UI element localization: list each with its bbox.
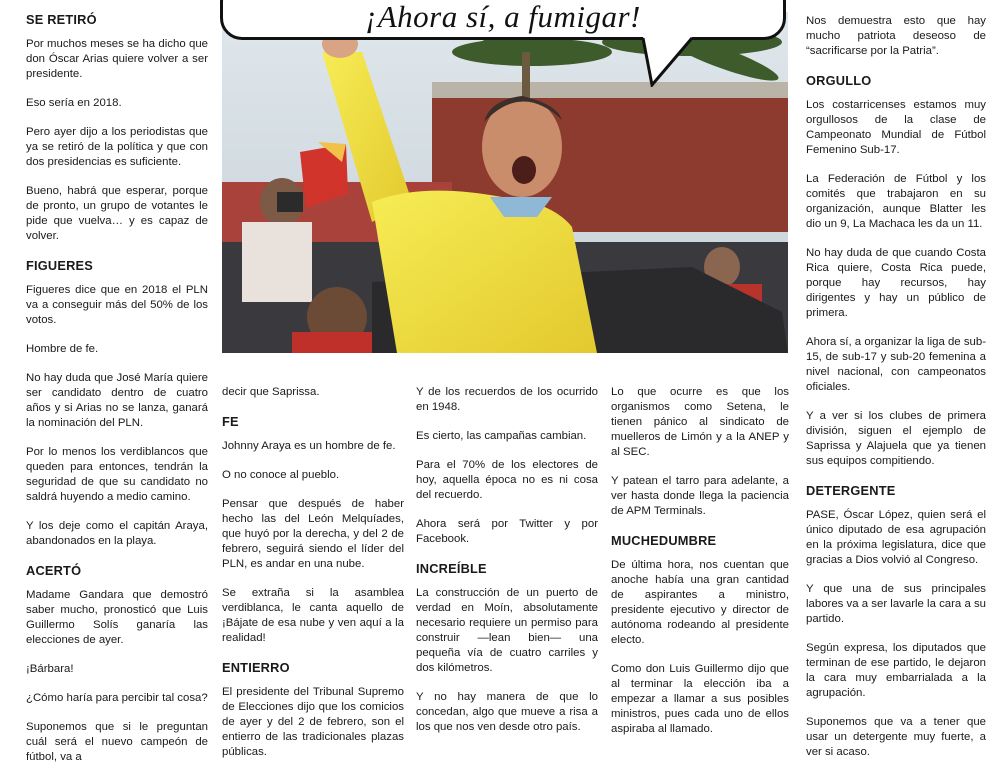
paragraph: ¡Bárbara! xyxy=(26,663,74,675)
column-5 xyxy=(806,14,986,774)
section-title-acerto: ACERTÓ xyxy=(26,563,82,578)
paragraph: Nos demuestra esto que hay mucho patriota deseoso de “sacrificarse por la Patria”. xyxy=(806,15,986,57)
paragraph: Ahora sí, a organizar la liga de sub-15, de sub-17 y sub-20 femenina a nivel nacional, con campeonatos oficiales. xyxy=(806,336,986,393)
paragraph: Suponemos que si le preguntan cuál será el nuevo campeón de fútbol, va a xyxy=(26,721,208,763)
paragraph: Y patean el tarro para adelante, a ver hasta donde llega la paciencia de APM Terminals. xyxy=(611,475,789,517)
paragraph: Lo que ocurre es que los organismos como Setena, le tienen pánico al sindicato de muelleros de Limón y a la ANEP y al SEC. xyxy=(611,386,789,458)
paragraph: Y a ver si los clubes de primera división, siguen el ejemplo de Saprissa y Alajuela que ya tienen sus equipos compitiendo. xyxy=(806,410,986,467)
paragraph: La construcción de un puerto de verdad en Moín, absolutamente necesario requiere un permiso para construir —lean bien— una pequeña vía de cuatro carriles y dos kilómetros. xyxy=(416,587,598,674)
paragraph: La Federación de Fútbol y los comités que trabajaron en su organización, aunque Blatter les dio un 9, La Machaca les da un 11. xyxy=(806,173,986,230)
paragraph: Los costarricenses estamos muy orgullosos de la clase de Campeonato Mundial de Fútbol Femenino Sub-17. xyxy=(806,99,986,156)
paragraph: Eso sería en 2018. xyxy=(26,97,122,109)
column-1 xyxy=(26,12,208,779)
section-title-muchedumbre: MUCHEDUMBRE xyxy=(611,533,717,548)
paragraph: Pero ayer dijo a los periodistas que ya se retiró de la política y que con dos presidencias es suficiente. xyxy=(26,126,208,168)
paragraph: Según expresa, los diputados que terminan de ese partido, le dejaron la cara muy embarrialada a la agrupación. xyxy=(806,642,986,699)
section-title-detergente: DETERGENTE xyxy=(806,483,896,498)
paragraph: Por muchos meses se ha dicho que don Óscar Arias quiere volver a ser presidente. xyxy=(26,38,208,80)
column-4 xyxy=(611,385,789,751)
paragraph: Para el 70% de los electores de hoy, aquella época no es ni cosa del recuerdo. xyxy=(416,459,598,501)
paragraph: Bueno, habrá que esperar, porque de pronto, un grupo de votantes le pide que vuelva… y es capaz de volver. xyxy=(26,185,208,242)
section-title-se-retiro: SE RETIRÓ xyxy=(26,12,97,27)
section-title-increible: INCREÍBLE xyxy=(416,561,487,576)
paragraph: Figueres dice que en 2018 el PLN va a conseguir más del 50% de los votos. xyxy=(26,284,208,326)
paragraph: De última hora, nos cuentan que anoche había una gran cantidad de aspirantes a ministro, presidente ejecutivo y director de autónoma rodeando al presidente electo. xyxy=(611,559,789,646)
headline: ¡Ahora sí, a fumigar! xyxy=(365,0,641,34)
paragraph: Hombre de fe. xyxy=(26,343,99,355)
paragraph: Y los deje como el capitán Araya, abandonados en la playa. xyxy=(26,520,208,547)
paragraph: Y no hay manera de que lo concedan, algo que mueve a risa a los que nos ven desde otro país. xyxy=(416,691,598,733)
paragraph: O no conoce al pueblo. xyxy=(222,469,340,481)
paragraph: Por lo menos los verdiblancos que queden para entonces, tendrán la seguridad de que su candidato no saldrá huyendo a medio camino. xyxy=(26,446,208,503)
paragraph: ¿Cómo haría para percibir tal cosa? xyxy=(26,692,208,704)
section-title-entierro: ENTIERRO xyxy=(222,660,290,675)
paragraph: Pensar que después de haber hecho las del León Melquíades, que huyó por la derecha, y del 2 de febrero, seguirá siendo el líder del PLN, es andar en una nube. xyxy=(222,498,404,570)
section-title-fe: FE xyxy=(222,414,239,429)
section-title-figueres: FIGUERES xyxy=(26,258,94,273)
photo-illustration xyxy=(222,12,788,353)
section-title-orgullo: ORGULLO xyxy=(806,73,872,88)
paragraph: Ahora será por Twitter y por Facebook. xyxy=(416,518,598,545)
column-3 xyxy=(416,385,598,749)
paragraph: Madame Gandara que demostró saber mucho, pronosticó que Luis Guillermo Solís ganaría las elecciones de ayer. xyxy=(26,589,208,646)
paragraph: El presidente del Tribunal Supremo de Elecciones dijo que los comicios de ayer y del 2 de febrero, son el entierro de las tradicionales plazas públicas. xyxy=(222,686,404,758)
paragraph: Y de los recuerdos de los ocurrido en 1948. xyxy=(416,386,598,413)
speech-bubble xyxy=(220,0,786,40)
politician-celebrating-photo xyxy=(222,12,788,353)
speech-bubble-tail-icon xyxy=(640,37,700,87)
paragraph: Como don Luis Guillermo dijo que al terminar la elección iba a empezar a llamar a sus posibles ministros, pues cada uno de ellos aspiraba al llamado. xyxy=(611,663,789,735)
paragraph: PASE, Óscar López, quien será el único diputado de esa agrupación en la próxima legislatura, dice que gracias a Dios volvió al Congreso. xyxy=(806,509,986,566)
paragraph: Es cierto, las campañas cambian. xyxy=(416,430,587,442)
paragraph: Johnny Araya es un hombre de fe. xyxy=(222,440,396,452)
paragraph: Se extraña si la asamblea verdiblanca, le canta aquello de ¡Bájate de esa nube y ven aquí a la realidad! xyxy=(222,587,404,644)
column-2 xyxy=(222,385,404,774)
paragraph: No hay duda de que cuando Costa Rica quiere, Costa Rica puede, porque hay recursos, hay dirigentes y hay un público de primera. xyxy=(806,247,986,319)
paragraph: No hay duda que José María quiere ser candidato dentro de cuatro años y si Arias no se lanza, ganará la nominación del PLN. xyxy=(26,372,208,429)
paragraph: decir que Saprissa. xyxy=(222,386,320,398)
paragraph: Suponemos que va a tener que usar un detergente muy fuerte, a ver si acaso. xyxy=(806,716,986,758)
paragraph: Y que una de sus principales labores va a ser lavarle la cara a su partido. xyxy=(806,583,986,625)
